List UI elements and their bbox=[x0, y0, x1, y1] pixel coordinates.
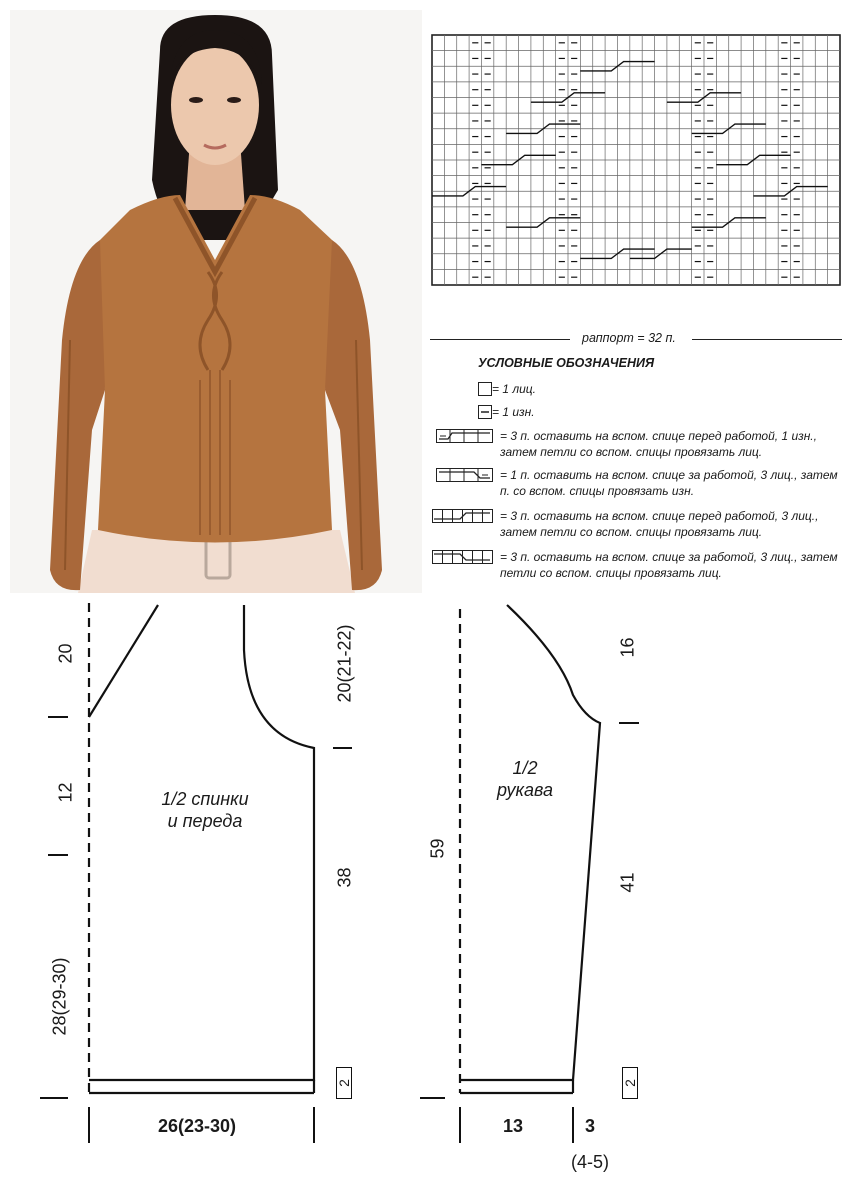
cable-front-purl-icon bbox=[436, 429, 494, 443]
dim-sleeve-width: 13 bbox=[502, 1116, 524, 1136]
knit-square-icon bbox=[478, 382, 492, 396]
legend-title: УСЛОВНЫЕ ОБОЗНАЧЕНИЯ bbox=[478, 356, 655, 370]
dim-armhole: 20(21-22) bbox=[334, 624, 355, 703]
cable-front-knit-icon bbox=[432, 509, 494, 523]
dim-body-width: 26(23-30) bbox=[157, 1116, 237, 1136]
body-outline bbox=[89, 603, 314, 1093]
dim-body-rib: 2 bbox=[336, 1067, 352, 1099]
dim-sleeve-cap: 16 bbox=[617, 637, 638, 658]
dim-sleeve-seam: 41 bbox=[617, 872, 638, 893]
dim-neck-depth: 20 bbox=[55, 643, 76, 664]
dim-side: 38 bbox=[334, 867, 355, 888]
pattern-schematics bbox=[0, 595, 850, 1200]
dim-upper: 12 bbox=[55, 782, 76, 803]
dim-sleeve-rib: 2 bbox=[622, 1067, 638, 1099]
dim-sleeve-cuff: 3 bbox=[584, 1116, 595, 1136]
model-illustration bbox=[10, 10, 422, 593]
dim-sleeve-length: 59 bbox=[427, 838, 448, 859]
dim-lower: 28(29-30) bbox=[49, 957, 70, 1036]
sleeve-outline bbox=[460, 605, 600, 1093]
cable-back-purl-icon bbox=[436, 468, 494, 482]
rapport-label: раппорт = 32 п. bbox=[582, 331, 676, 345]
knitting-chart bbox=[430, 34, 842, 286]
purl-square-icon bbox=[478, 405, 492, 419]
cable-back-knit-icon bbox=[432, 550, 494, 564]
body-piece-label: 1/2 спинки и переда bbox=[161, 789, 249, 831]
rapport-indicator bbox=[430, 330, 842, 350]
rapport-line-right bbox=[692, 339, 842, 340]
rapport-line-left bbox=[430, 339, 570, 340]
dim-sleeve-cuff-alt: (4-5) bbox=[570, 1152, 609, 1172]
product-photo bbox=[10, 10, 422, 593]
sleeve-piece-label: 1/2 рукава bbox=[497, 758, 553, 800]
